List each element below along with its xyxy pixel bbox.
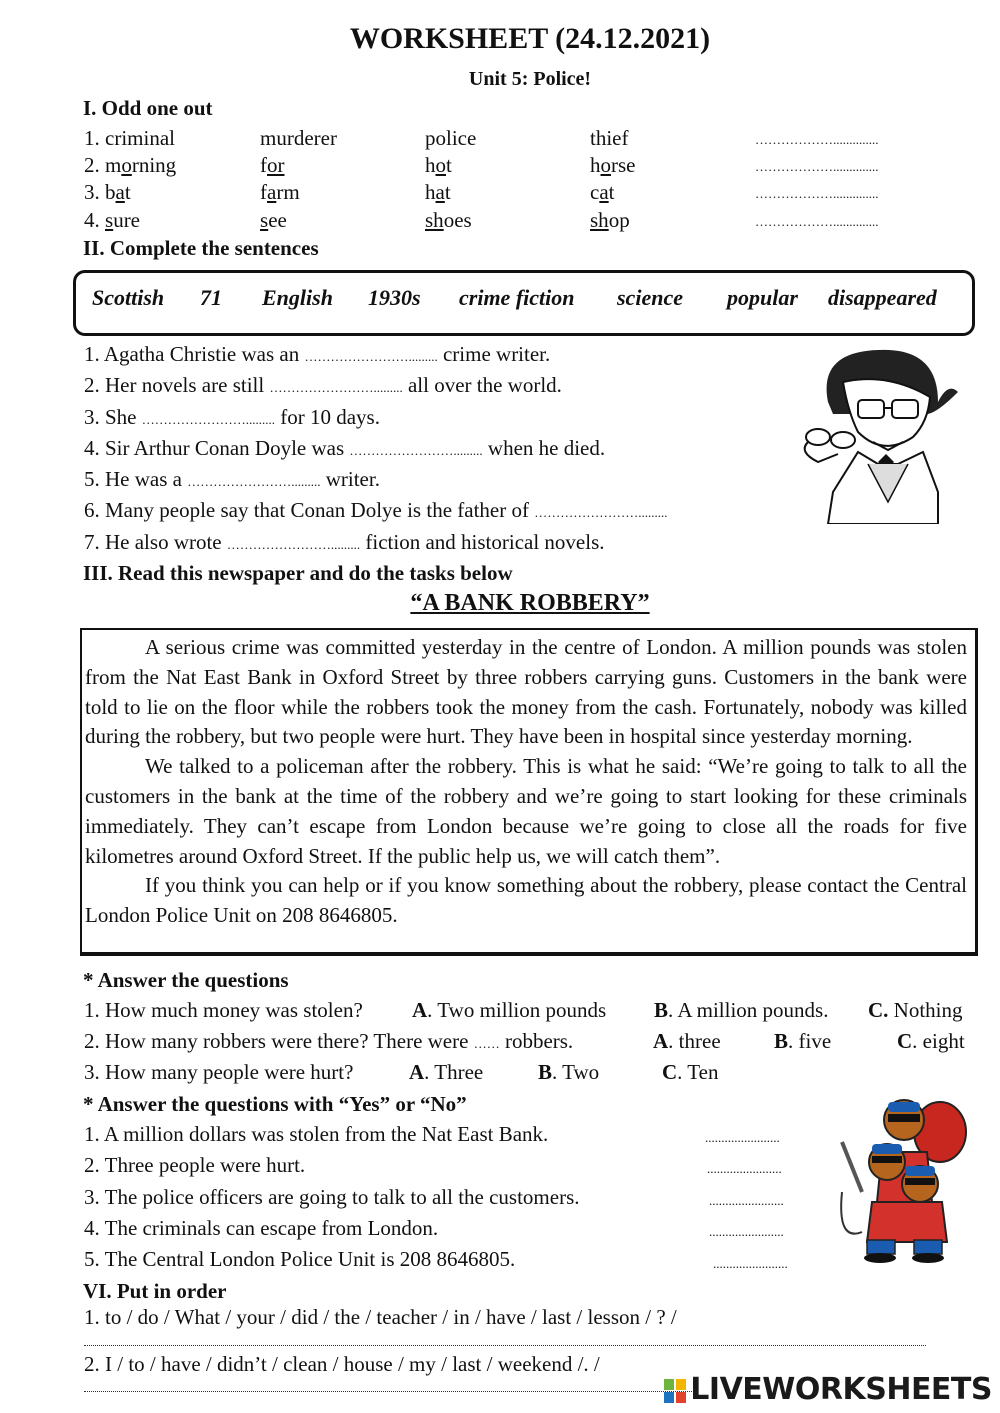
- cartoon-robbers-icon: [832, 1092, 968, 1264]
- sentence: 2. Her novels are still ……………………......... all over the world.: [84, 373, 562, 397]
- answer-blank[interactable]: …………………….........: [141, 412, 275, 427]
- yes-no-question: 3. The police officers are going to talk to all the customers.: [84, 1185, 580, 1209]
- answer-blank[interactable]: …………………….........: [534, 505, 668, 520]
- sentence: 1. Agatha Christie was an ……………………......... crime writer.: [84, 342, 551, 366]
- page-title: WORKSHEET (24.12.2021): [349, 22, 711, 55]
- order-item: 1. to / do / What / your / did / the / teacher / in / have / last / lesson / ? /: [84, 1305, 677, 1329]
- yes-no-heading: * Answer the questions with “Yes” or “No”: [83, 1092, 467, 1116]
- section-1-heading: I. Odd one out: [83, 96, 213, 120]
- option-a[interactable]: A. Three: [409, 1060, 484, 1084]
- word-bank-item: science: [617, 285, 683, 310]
- section-3-heading: III. Read this newspaper and do the tasks below: [83, 561, 513, 585]
- answer-blank[interactable]: .......................: [705, 1130, 780, 1145]
- answer-blank[interactable]: …………………….........: [304, 349, 438, 364]
- order-item: 2. I / to / have / didn’t / clean / house / my / last / weekend /. /: [84, 1352, 600, 1376]
- sentence: 6. Many people say that Conan Dolye is the father of …………………….........: [84, 498, 668, 522]
- sentence: 3. She ……………………......... for 10 days.: [84, 405, 380, 429]
- option-b[interactable]: B. five: [774, 1029, 832, 1053]
- mc-heading: * Answer the questions: [83, 968, 289, 992]
- word-bank-item: Scottish: [92, 285, 165, 310]
- word-bank-item: crime fiction: [459, 285, 575, 310]
- sentence: 7. He also wrote ……………………......... fiction and historical novels.: [84, 530, 605, 554]
- page-subtitle: Unit 5: Police!: [468, 68, 592, 90]
- option-c[interactable]: C. Nothing: [868, 998, 963, 1022]
- answer-line[interactable]: [84, 1391, 698, 1392]
- liveworksheets-icon: [664, 1379, 686, 1403]
- answer-blank[interactable]: ………………..............: [755, 214, 879, 229]
- word-bank-item: English: [262, 285, 333, 310]
- answer-blank[interactable]: .......................: [707, 1161, 782, 1176]
- mc-question: 1. How much money was stolen? A. Two million pounds B. A million pounds. C. Nothing: [84, 998, 963, 1022]
- option-c[interactable]: C. Ten: [662, 1060, 719, 1084]
- liveworksheets-logo: LIVEWORKSHEETS: [664, 1372, 992, 1407]
- mc-question: 2. How many robbers were there? There were …… robbers. A. three B. five C. eight: [84, 1029, 965, 1053]
- article-paragraph: A serious crime was committed yesterday in the centre of London. A million pounds was stolen from the Nat East Bank in Oxford Street by three robbers carrying guns. Customers in the bank were told to lie on the floor while the robbers took the money from the cash. Fortunately, nobody was killed during the robbery, but two people were hurt. They have been in hospital since yesterday morning.: [85, 635, 967, 749]
- option-b[interactable]: B. Two: [538, 1060, 600, 1084]
- answer-blank[interactable]: .......................: [709, 1224, 784, 1239]
- yes-no-question: 4. The criminals can escape from London.: [84, 1216, 439, 1240]
- answer-line[interactable]: [84, 1345, 926, 1346]
- sentence: 5. He was a ……………………......... writer.: [84, 467, 380, 491]
- option-b[interactable]: B. A million pounds.: [654, 998, 829, 1022]
- mc-question: 3. How many people were hurt? A. Three B. Two C. Ten: [84, 1060, 719, 1084]
- answer-blank[interactable]: .......................: [709, 1193, 784, 1208]
- word-bank: [73, 270, 975, 336]
- answer-blank[interactable]: …………………….........: [269, 380, 403, 395]
- article-title: “A BANK ROBBERY”: [410, 590, 650, 616]
- yes-no-question: 5. The Central London Police Unit is 208 8646805.: [84, 1247, 516, 1271]
- section-4-heading: VI. Put in order: [83, 1279, 227, 1303]
- word-bank-item: popular: [727, 285, 798, 310]
- section-2-heading: II. Complete the sentences: [83, 236, 319, 260]
- answer-blank[interactable]: ………………..............: [755, 186, 879, 201]
- yes-no-question: 1. A million dollars was stolen from the Nat East Bank.: [84, 1122, 549, 1146]
- answer-blank[interactable]: .......................: [713, 1256, 788, 1271]
- answer-blank[interactable]: ………………..............: [755, 159, 879, 174]
- option-a[interactable]: A. three: [653, 1029, 721, 1053]
- word-bank-item: 71: [200, 285, 222, 310]
- article-paragraph: We talked to a policeman after the robbery. This is what he said: “We’re going to talk to all the customers in the bank at the time of the robbery and we’re going to start looking for these criminals immediately. They can’t escape from London because we’re going to close all the roads for five kilometres around Oxford Street. If the public help us, we will catch them”.: [85, 754, 967, 868]
- answer-blank[interactable]: …………………….........: [226, 537, 361, 552]
- word-bank-item: disappeared: [828, 285, 937, 310]
- option-c[interactable]: C. eight: [897, 1029, 965, 1053]
- answer-blank[interactable]: ………………..............: [755, 132, 879, 147]
- article-paragraph: If you think you can help or if you know something about the robbery, please contact the Central London Police Unit on 208 8646805.: [85, 873, 967, 928]
- article-box: [80, 628, 978, 956]
- sentence: 4. Sir Arthur Conan Doyle was ……………………......... when he died.: [84, 436, 606, 460]
- answer-blank[interactable]: …………………….........: [187, 474, 321, 489]
- yes-no-question: 2. Three people were hurt.: [84, 1153, 306, 1177]
- detective-boy-illustration-icon: [788, 342, 972, 524]
- answer-blank[interactable]: …………………….........: [349, 443, 483, 458]
- word-bank-item: 1930s: [368, 285, 421, 310]
- option-a[interactable]: A. Two million pounds: [412, 998, 607, 1022]
